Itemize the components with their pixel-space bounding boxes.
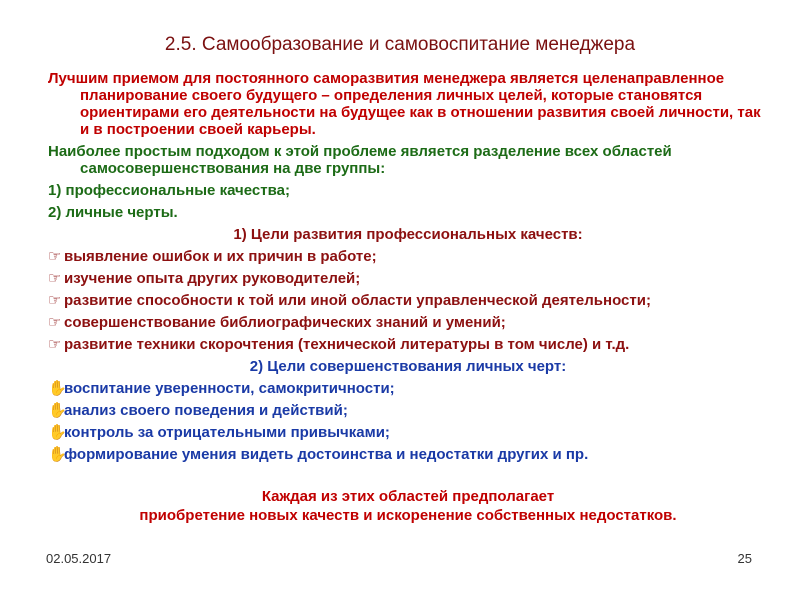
slide-title: 2.5. Самообразование и самовоспитание менеджера	[164, 34, 636, 55]
professional-list-item	[48, 314, 768, 331]
personal-item-text: анализ своего поведения и действий;	[64, 402, 348, 419]
professional-item-text: развитие техники скорочтения (технической литературы в том числе) и т.д.	[64, 336, 630, 353]
raised-hand-icon: ✋	[48, 380, 67, 397]
personal-heading: 2) Цели совершенствования личных черт:	[249, 358, 567, 375]
personal-list-item	[48, 380, 768, 397]
professional-item-text: развитие способности к той или иной области управленческой деятельности;	[64, 292, 651, 309]
slide-content	[48, 70, 768, 529]
spacer	[48, 468, 768, 488]
personal-list-item	[48, 424, 768, 441]
raised-hand-icon: ✋	[48, 424, 67, 441]
conclusion-line-2: приобретение новых качеств и искоренение собственных недостатков.	[139, 507, 677, 524]
professional-item-text: совершенствование библиографических знаний и умений;	[64, 314, 506, 331]
pointing-hand-icon: ☞	[48, 292, 62, 309]
personal-item-text: контроль за отрицательными привычками;	[64, 424, 390, 441]
professional-item-text: изучение опыта других руководителей;	[64, 270, 361, 287]
professional-list-item	[48, 292, 768, 309]
pointing-hand-icon: ☞	[48, 270, 62, 287]
personal-item-text: формирование умения видеть достоинства и недостатки других и пр.	[64, 446, 589, 463]
footer-date: 02.05.2017	[46, 551, 112, 566]
pointing-hand-icon: ☞	[48, 336, 62, 353]
personal-list-item	[48, 446, 768, 463]
professional-item-text: выявление ошибок и их причин в работе;	[64, 248, 377, 265]
raised-hand-icon: ✋	[48, 402, 67, 419]
personal-list-item	[48, 402, 768, 419]
page-number: 25	[737, 551, 752, 566]
personal-item-text: воспитание уверенности, самокритичности;	[64, 380, 395, 397]
professional-list-item	[48, 270, 768, 287]
professional-list-item	[48, 336, 768, 353]
pointing-hand-icon: ☞	[48, 248, 62, 265]
group-item-personal: 2) личные черты.	[48, 204, 178, 221]
pointing-hand-icon: ☞	[48, 314, 62, 331]
intro-paragraph: Лучшим приемом для постоянного саморазвития менеджера является целенаправленное планирование своего будущего – определения личных целей, которые становятся ориентирами его деятельности на будущее как в отношении развития своей личности, так и в построении своей карьеры.	[48, 70, 761, 138]
conclusion-line-1: Каждая из этих областей предполагает	[261, 488, 555, 505]
approach-paragraph: Наиболее простым подходом к этой проблеме является разделение всех областей самосовершенствования на две группы:	[48, 143, 672, 177]
raised-hand-icon: ✋	[48, 446, 67, 463]
group-item-professional: 1) профессиональные качества;	[48, 182, 290, 199]
professional-list-item	[48, 248, 768, 265]
professional-heading: 1) Цели развития профессиональных качеств:	[233, 226, 583, 243]
